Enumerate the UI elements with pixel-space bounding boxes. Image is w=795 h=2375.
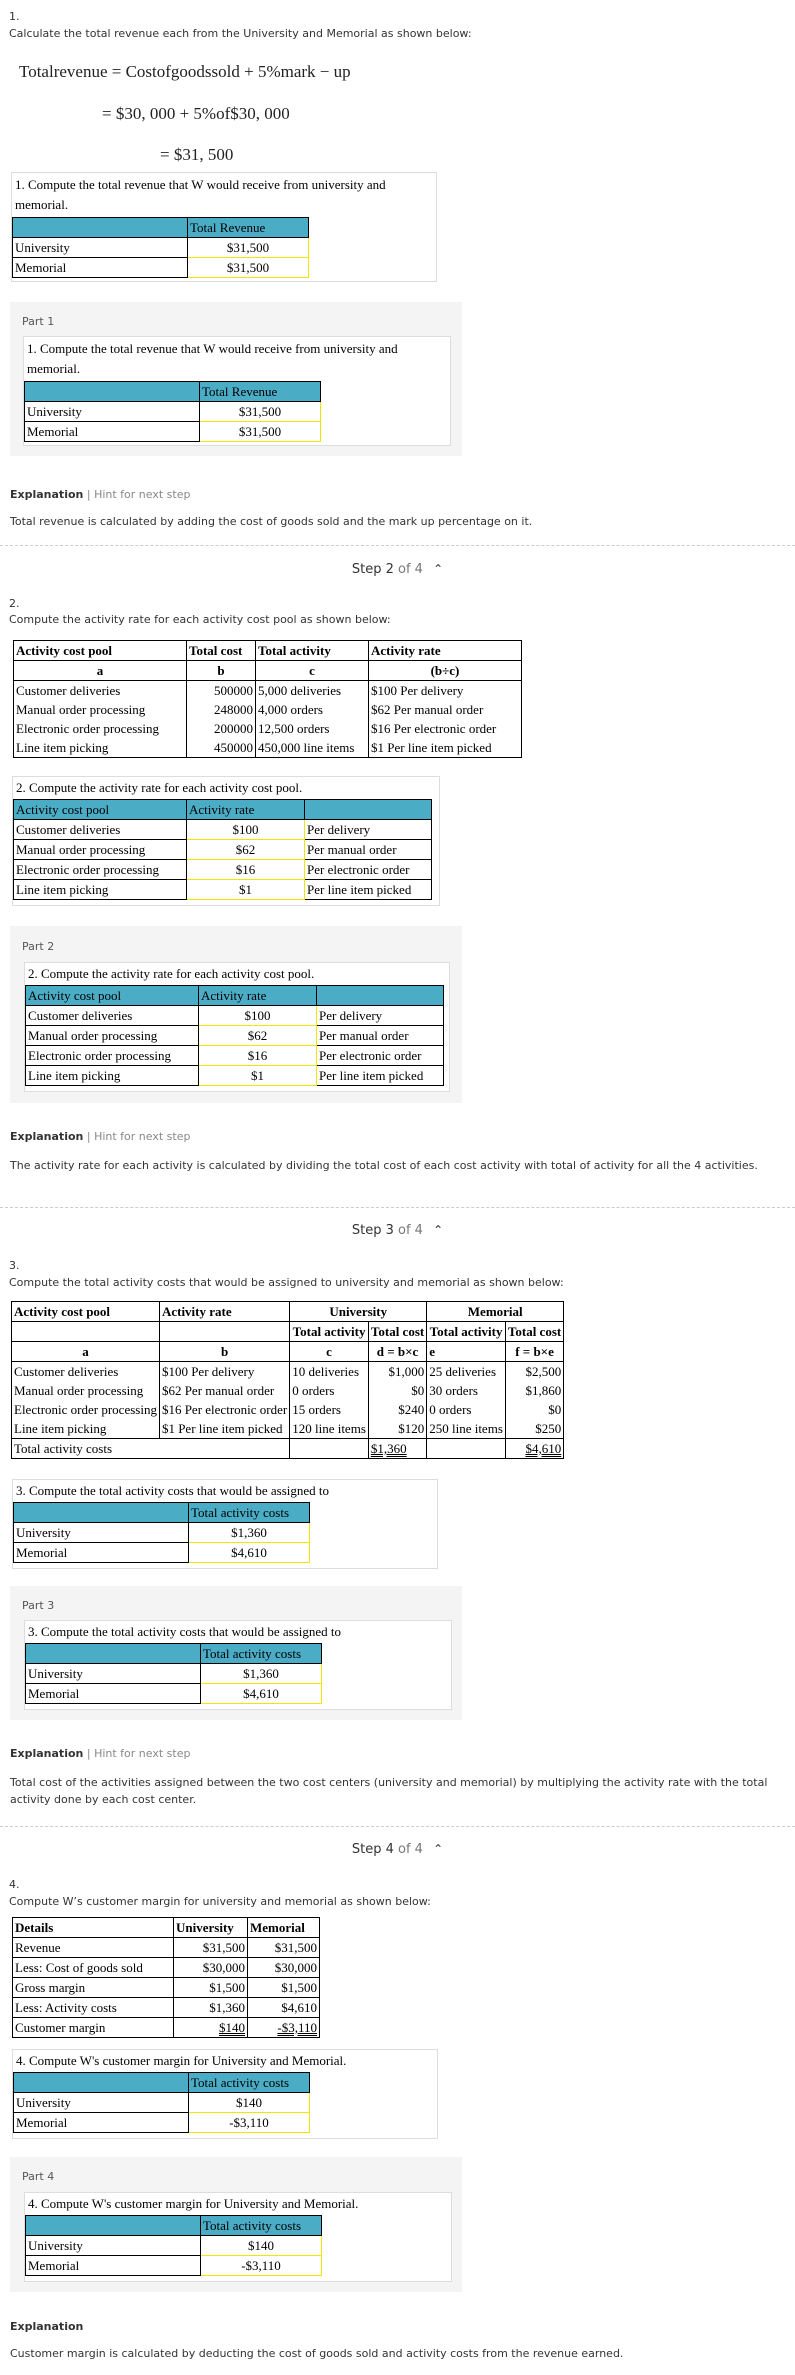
explanation-header [10, 2320, 83, 2333]
part-label: Part 2 [22, 940, 55, 953]
cell: 250 line items [427, 1419, 506, 1439]
cell: Customer deliveries [12, 1362, 160, 1382]
rate-value[interactable]: $62 [199, 1026, 317, 1046]
step-total: of 4 [398, 1842, 423, 1857]
table-row [26, 1684, 322, 1704]
cell: 248000 [187, 700, 256, 719]
table-row [26, 1066, 444, 1086]
cell: Line item picking [26, 1066, 199, 1086]
cell: Per manual order [317, 1026, 444, 1046]
cell: $30,000 [248, 1958, 320, 1978]
table-row [12, 1400, 564, 1419]
cell: $31,500 [174, 1938, 248, 1958]
cell: $1,360 [174, 1998, 248, 2018]
cell: 0 orders [427, 1400, 506, 1419]
table-row [13, 1958, 320, 1978]
header-total-activity-costs: Total activity costs [189, 2073, 310, 2093]
header-total-revenue: Total Revenue [188, 218, 309, 238]
col-header: Activity rate [199, 986, 317, 1006]
cell: Manual order processing [14, 840, 187, 860]
hint-link[interactable]: Hint for next step [94, 1130, 191, 1143]
header-blank [14, 2073, 189, 2093]
cell: Customer deliveries [14, 681, 187, 701]
part-3-box [10, 1586, 462, 1720]
step-intro: Compute the total activity costs that would be assigned to university and memorial as shown below: [9, 1276, 564, 1289]
row-label: Memorial [14, 2113, 189, 2133]
table-row [26, 1026, 444, 1046]
explanation-text: Total cost of the activities assigned between the two cost centers (university and memorial) by multiplying the activity rate with the total activity done by each cost center. [10, 1776, 768, 1806]
hint-link[interactable]: Hint for next step [94, 488, 191, 501]
cell: 200000 [187, 719, 256, 738]
col-header: Activity cost pool [26, 986, 199, 1006]
col-letter: d = b×c [368, 1342, 426, 1362]
col-header-memorial: Memorial [427, 1302, 564, 1322]
cell: $4,610 [248, 1998, 320, 2018]
row-value[interactable]: $4,610 [189, 1543, 310, 1563]
cell: Customer deliveries [26, 1006, 199, 1026]
divider [0, 1207, 795, 1208]
cell: Less: Activity costs [13, 1998, 174, 2018]
cell: Gross margin [13, 1978, 174, 1998]
explanation-header: Explanation | Hint for next step [10, 488, 191, 501]
activity-cost-calc-table [11, 1301, 564, 1459]
cell: $62 Per manual order [369, 700, 522, 719]
cell: Line item picking [14, 738, 187, 758]
cell: $2,500 [505, 1362, 563, 1382]
table-row [14, 681, 522, 701]
row-value[interactable]: $31,500 [188, 238, 309, 258]
explanation-header: Explanation | Hint for next step [10, 1130, 191, 1143]
table-row [13, 258, 309, 278]
total-university: $1,360 [370, 1441, 407, 1456]
table-row [14, 1543, 310, 1563]
cell: $100 Per delivery [369, 681, 522, 701]
total-memorial: $4,610 [525, 1441, 562, 1456]
sheet-title: 1. Compute the total revenue that W would receive from university and memorial. [15, 177, 386, 212]
step-intro: Compute W’s customer margin for university and memorial as shown below: [9, 1895, 431, 1908]
rate-value[interactable]: $16 [187, 860, 305, 880]
step-number: 1. [9, 10, 20, 23]
table-row [14, 738, 522, 758]
table-row [13, 1978, 320, 1998]
header-blank [13, 218, 188, 238]
table-row [14, 860, 432, 880]
cell: 30 orders [427, 1381, 506, 1400]
formula-line: = $31, 500 [160, 145, 234, 164]
cell: $250 [505, 1419, 563, 1439]
table-row [13, 238, 309, 258]
hint-link[interactable]: Hint for next step [94, 1747, 191, 1760]
explanation-label: Explanation [10, 1130, 84, 1143]
sheet-title: 3. Compute the total activity costs that would be assigned to [28, 1624, 342, 1639]
cell: Manual order processing [26, 1026, 199, 1046]
sheet-title: 1. Compute the total revenue that W would receive from university and memorial. [27, 341, 398, 376]
table-row [25, 422, 321, 442]
row-value[interactable]: -$3,110 [201, 2256, 322, 2276]
step-label: Step 2 [351, 562, 394, 577]
margin-university: $140 [219, 2020, 245, 2035]
cell: $100 Per delivery [159, 1362, 289, 1382]
col-subheader: Total activity [427, 1322, 506, 1342]
chevron-up-icon[interactable]: ⌃ [433, 1842, 444, 1856]
row-value[interactable]: $31,500 [200, 402, 321, 422]
customer-margin-sheet [24, 2192, 452, 2282]
cell: Line item picking [12, 1419, 160, 1439]
step-header[interactable] [0, 1223, 795, 1238]
step-number: 4. [9, 1878, 20, 1891]
step-total: of 4 [398, 562, 423, 577]
cell: Per electronic order [317, 1046, 444, 1066]
customer-margin-calc-table [12, 1917, 320, 2038]
cell: Per line item picked [305, 880, 432, 900]
step-label: Step 3 [351, 1223, 394, 1238]
part-4-box [10, 2157, 462, 2292]
cell: Electronic order processing [12, 1400, 160, 1419]
col-header: Activity rate [369, 641, 522, 661]
activity-rate-sheet [24, 962, 450, 1092]
cell: Manual order processing [12, 1381, 160, 1400]
cell: $1,000 [368, 1362, 426, 1382]
row-label: University [26, 1664, 201, 1684]
chevron-up-icon[interactable]: ⌃ [433, 1223, 444, 1237]
col-letter: e [427, 1342, 506, 1362]
cell: 120 line items [290, 1419, 369, 1439]
row-value[interactable]: $31,500 [200, 422, 321, 442]
col-header: Activity cost pool [12, 1302, 160, 1322]
header-total-activity-costs: Total activity costs [201, 2216, 322, 2236]
part-2-box [10, 926, 462, 1103]
cell: $1,860 [505, 1381, 563, 1400]
row-label: Memorial [26, 1684, 201, 1704]
cell: Electronic order processing [26, 1046, 199, 1066]
explanation-text: The activity rate for each activity is calculated by dividing the total cost of each cost activity with total of activity for all the 4 activities. [10, 1159, 758, 1172]
col-subheader: Total activity [290, 1322, 369, 1342]
total-row [12, 1439, 564, 1459]
part-label: Part 4 [22, 2170, 55, 2183]
table-row [14, 1523, 310, 1543]
table-row [14, 700, 522, 719]
cell: Manual order processing [14, 700, 187, 719]
header-blank [26, 1644, 201, 1664]
cell: Per line item picked [317, 1066, 444, 1086]
divider [0, 545, 795, 546]
table-row [26, 1664, 322, 1684]
cell: Electronic order processing [14, 860, 187, 880]
cell: $62 Per manual order [159, 1381, 289, 1400]
table-row [14, 2093, 310, 2113]
cell: $1,500 [248, 1978, 320, 1998]
row-label: Memorial [14, 1543, 189, 1563]
cell: 450000 [187, 738, 256, 758]
header-blank [14, 1503, 189, 1523]
cell: Per electronic order [305, 860, 432, 880]
cell: 450,000 line items [256, 738, 369, 758]
cell: 15 orders [290, 1400, 369, 1419]
table-row [14, 880, 432, 900]
table-row [25, 402, 321, 422]
revenue-sheet [11, 172, 437, 282]
rate-value[interactable]: $16 [199, 1046, 317, 1066]
row-label: Memorial [26, 2256, 201, 2276]
cell: $30,000 [174, 1958, 248, 1978]
formula-line: = $30, 000 + 5%of$30, 000 [102, 104, 290, 123]
col-header-university: University [290, 1302, 427, 1322]
row-label: University [14, 1523, 189, 1543]
cell: Per delivery [317, 1006, 444, 1026]
col-subheader: c [256, 661, 369, 681]
table-row [26, 1006, 444, 1026]
col-subheader: Total cost [368, 1322, 426, 1342]
cell: $0 [368, 1381, 426, 1400]
part-label: Part 1 [22, 315, 55, 328]
table-row [12, 1381, 564, 1400]
cell: $120 [368, 1419, 426, 1439]
customer-margin-sheet [12, 2049, 438, 2139]
cell: $240 [368, 1400, 426, 1419]
explanation-label: Explanation [10, 1747, 84, 1760]
col-header: Activity rate [187, 800, 305, 820]
col-header: Activity cost pool [14, 641, 187, 661]
step-intro: Calculate the total revenue each from the University and Memorial as shown below: [9, 27, 472, 40]
table-row [12, 1362, 564, 1382]
cell: 10 deliveries [290, 1362, 369, 1382]
table-row [26, 2236, 322, 2256]
explanation-text: Customer margin is calculated by deducting the cost of goods sold and activity costs from the revenue earned. [10, 2347, 624, 2360]
activity-rate-sheet [12, 776, 440, 906]
cell: 4,000 orders [256, 700, 369, 719]
cell: 500000 [187, 681, 256, 701]
col-subheader: Total cost [505, 1322, 563, 1342]
row-label: University [14, 2093, 189, 2113]
cell: $1 Per line item picked [369, 738, 522, 758]
table-row [13, 1998, 320, 2018]
header-total-activity-costs: Total activity costs [189, 1503, 310, 1523]
cell: $1,500 [174, 1978, 248, 1998]
chevron-up-icon[interactable]: ⌃ [433, 562, 444, 576]
explanation-text: Total revenue is calculated by adding the cost of goods sold and the mark up percentage on it. [10, 515, 533, 528]
cell: Customer margin [13, 2018, 174, 2038]
col-letter: f = b×e [505, 1342, 563, 1362]
sheet-title: 2. Compute the activity rate for each activity cost pool. [16, 780, 303, 795]
row-value[interactable]: $4,610 [201, 1684, 322, 1704]
step-header[interactable] [0, 562, 795, 577]
row-label: Memorial [13, 258, 188, 278]
col-header [317, 986, 444, 1006]
col-letter: a [12, 1342, 160, 1362]
col-header: University [174, 1918, 248, 1938]
sheet-title: 4. Compute W's customer margin for University and Memorial. [16, 2053, 347, 2068]
step-intro: Compute the activity rate for each activity cost pool as shown below: [9, 613, 391, 626]
row-value[interactable]: -$3,110 [189, 2113, 310, 2133]
table-row [14, 2113, 310, 2133]
margin-memorial: -$3,110 [277, 2020, 317, 2035]
sheet-title: 4. Compute W's customer margin for University and Memorial. [28, 2196, 359, 2211]
rate-value[interactable]: $100 [187, 820, 305, 840]
formula-line: Totalrevenue = Costofgoodssold + 5%mark − up [19, 62, 351, 81]
cell: Less: Cost of goods sold [13, 1958, 174, 1978]
total-label: Total activity costs [12, 1439, 290, 1459]
header-total-revenue: Total Revenue [200, 382, 321, 402]
table-row [12, 1419, 564, 1439]
cell: $0 [505, 1400, 563, 1419]
step-number: 2. [9, 597, 20, 610]
cell: Customer deliveries [14, 820, 187, 840]
cell: 0 orders [290, 1381, 369, 1400]
col-subheader: a [14, 661, 187, 681]
row-value[interactable]: $140 [201, 2236, 322, 2256]
row-label: University [25, 402, 200, 422]
table-row [14, 719, 522, 738]
activity-cost-sheet [24, 1620, 452, 1710]
sheet-title: 3. Compute the total activity costs that would be assigned to [16, 1483, 330, 1498]
explanation-header: Explanation | Hint for next step [10, 1747, 191, 1760]
activity-rate-calc-table [13, 640, 522, 758]
row-label: Memorial [25, 422, 200, 442]
table-row [13, 2018, 320, 2038]
explanation-label: Explanation [10, 488, 84, 501]
row-value[interactable]: $31,500 [188, 258, 309, 278]
col-header: Details [13, 1918, 174, 1938]
col-header: Total cost [187, 641, 256, 661]
col-header: Activity cost pool [14, 800, 187, 820]
table-row [13, 1938, 320, 1958]
cell: Line item picking [14, 880, 187, 900]
table-row [14, 820, 432, 840]
sheet-title: 2. Compute the activity rate for each activity cost pool. [28, 966, 315, 981]
row-label: University [13, 238, 188, 258]
table-row [26, 1046, 444, 1066]
col-letter: b [159, 1342, 289, 1362]
cell: Per manual order [305, 840, 432, 860]
col-header [305, 800, 432, 820]
header-total-activity-costs: Total activity costs [201, 1644, 322, 1664]
col-subheader: b [187, 661, 256, 681]
divider [0, 1826, 795, 1827]
step-label: Step 4 [351, 1842, 394, 1857]
cell: 25 deliveries [427, 1362, 506, 1382]
step-header[interactable] [0, 1842, 795, 1857]
explanation-label: Explanation [10, 2320, 84, 2333]
cell: $16 Per electronic order [369, 719, 522, 738]
cell: Revenue [13, 1938, 174, 1958]
part-label: Part 3 [22, 1599, 55, 1612]
row-value[interactable]: $140 [189, 2093, 310, 2113]
cell: 12,500 orders [256, 719, 369, 738]
header-blank [25, 382, 200, 402]
col-header: Activity rate [159, 1302, 289, 1322]
header-blank [26, 2216, 201, 2236]
step-total: of 4 [398, 1223, 423, 1238]
col-subheader: (b÷c) [369, 661, 522, 681]
rate-value[interactable]: $1 [187, 880, 305, 900]
row-value[interactable]: $1,360 [201, 1664, 322, 1684]
row-label: University [26, 2236, 201, 2256]
step-number: 3. [9, 1259, 20, 1272]
table-row [14, 840, 432, 860]
col-letter: c [290, 1342, 369, 1362]
cell: $1 Per line item picked [159, 1419, 289, 1439]
part-1-box [10, 302, 462, 456]
rate-value[interactable]: $1 [199, 1066, 317, 1086]
table-row [26, 2256, 322, 2276]
cell: $31,500 [248, 1938, 320, 1958]
col-header: Total activity [256, 641, 369, 661]
rate-value[interactable]: $62 [187, 840, 305, 860]
activity-cost-sheet [12, 1479, 438, 1569]
cell: $16 Per electronic order [159, 1400, 289, 1419]
revenue-sheet [23, 336, 451, 446]
cell: 5,000 deliveries [256, 681, 369, 701]
col-header: Memorial [248, 1918, 320, 1938]
cell: Per delivery [305, 820, 432, 840]
cell: Electronic order processing [14, 719, 187, 738]
rate-value[interactable]: $100 [199, 1006, 317, 1026]
row-value[interactable]: $1,360 [189, 1523, 310, 1543]
